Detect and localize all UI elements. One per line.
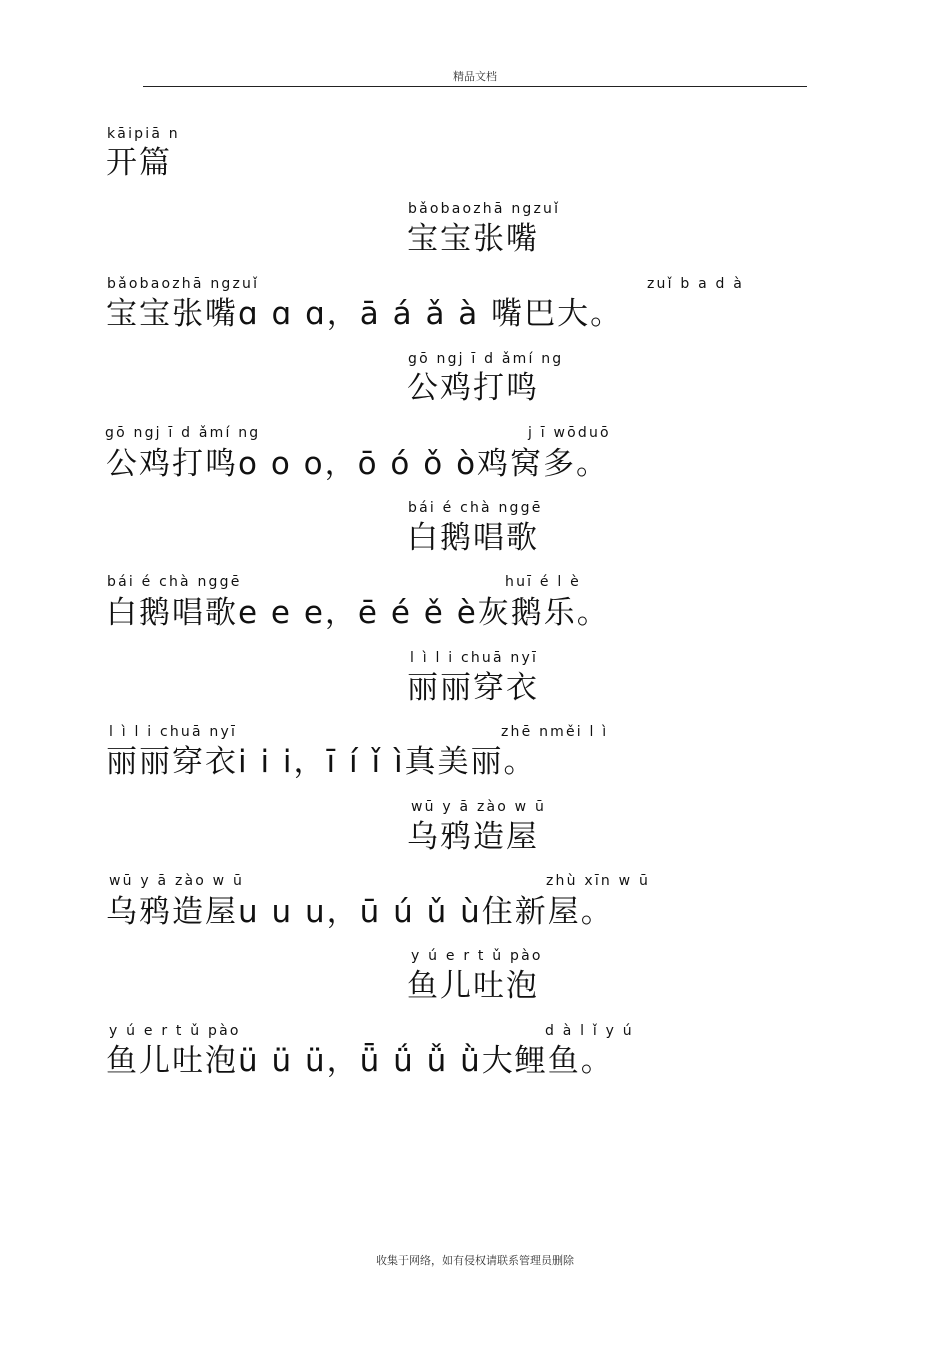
rhyme-pinyin-right: zuǐ b a d à [647, 276, 745, 292]
intro-title: 开篇 [106, 145, 172, 181]
lesson-title-pinyin: wū y ā zào w ū [411, 799, 547, 815]
rhyme-pinyin-left: gō ngj ī d ǎmí ng [105, 425, 261, 441]
lesson-title-pinyin: y ú e r t ǔ pào [411, 948, 543, 964]
rhyme-pinyin-left: y ú e r t ǔ pào [109, 1023, 241, 1039]
intro-pinyin: kāipiā n [107, 126, 180, 142]
lesson-title-pinyin: l ì l i chuā nyī [410, 650, 539, 666]
rhyme-pinyin-left: wū y ā zào w ū [109, 873, 245, 889]
rhyme-line: 丽丽穿衣i i i，ī í ǐ ì真美丽。 [106, 744, 537, 780]
lesson-title: 宝宝张嘴 [407, 221, 539, 257]
rhyme-line: 鱼儿吐泡ü ü ü，ǖ ǘ ǚ ǜ大鲤鱼。 [106, 1043, 614, 1079]
rhyme-pinyin-right: j ī wōduō [528, 425, 611, 441]
rhyme-pinyin-right: zhù xīn w ū [546, 873, 651, 889]
lesson-title: 公鸡打鸣 [407, 370, 539, 406]
rhyme-pinyin-right: d à l ǐ y ú [545, 1023, 634, 1039]
rhyme-pinyin-right: huī é l è [505, 574, 581, 590]
page-footer: 收集于网络，如有侵权请联系管理员删除 [376, 1254, 574, 1267]
lesson-title: 鱼儿吐泡 [407, 968, 539, 1004]
lesson-title-pinyin: bái é chà nggē [408, 500, 543, 516]
rhyme-pinyin-left: l ì l i chuā nyī [109, 724, 238, 740]
rhyme-pinyin-left: bǎobaozhā ngzuǐ [107, 276, 260, 292]
rhyme-pinyin-right: zhē nměi l ì [501, 724, 609, 740]
rhyme-line: 公鸡打鸣o o o，ō ó ǒ ò鸡窝多。 [106, 446, 610, 482]
rhyme-line: 白鹅唱歌e e e，ē é ě è灰鹅乐。 [106, 595, 610, 631]
header-divider [143, 86, 807, 87]
page-header: 精品文档 [453, 70, 497, 83]
rhyme-pinyin-left: bái é chà nggē [107, 574, 242, 590]
rhyme-line: 乌鸦造屋u u u，ū ú ǔ ù住新屋。 [106, 894, 614, 930]
lesson-title: 白鹅唱歌 [407, 520, 539, 556]
lesson-title: 丽丽穿衣 [407, 670, 539, 706]
lesson-title: 乌鸦造屋 [407, 819, 539, 855]
lesson-title-pinyin: gō ngj ī d ǎmí ng [408, 351, 564, 367]
lesson-title-pinyin: bǎobaozhā ngzuǐ [408, 201, 561, 217]
rhyme-line: 宝宝张嘴ɑ ɑ ɑ，ā á ǎ à 嘴巴大。 [106, 296, 624, 332]
